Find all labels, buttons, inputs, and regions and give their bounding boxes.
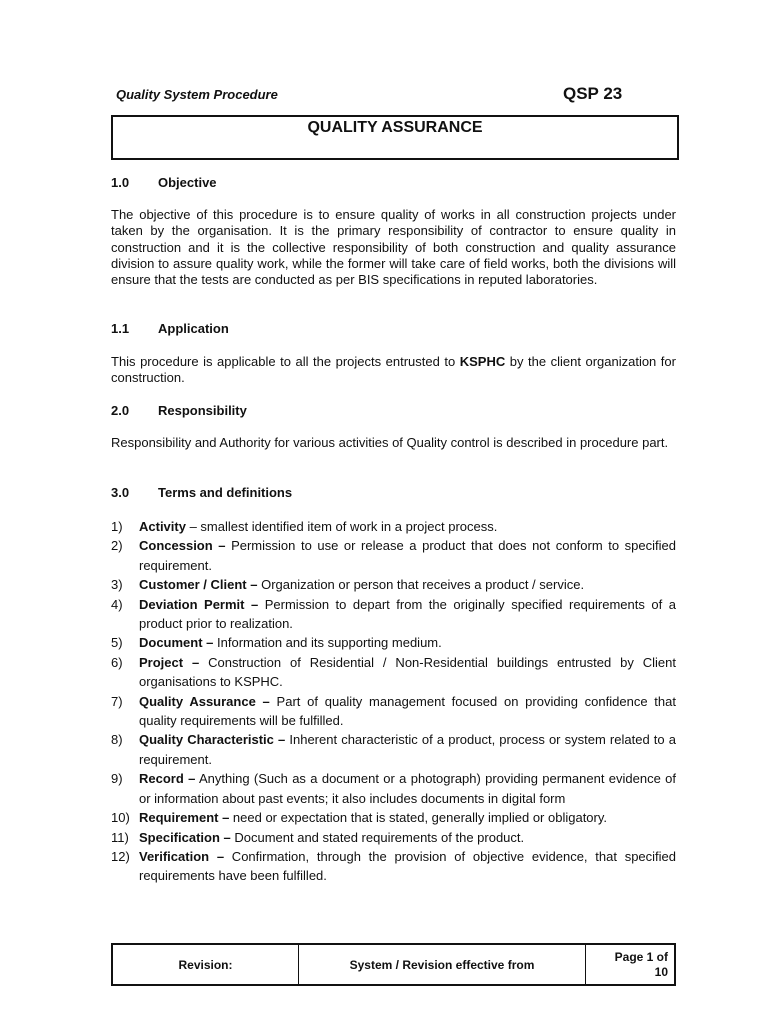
term-number: 10) <box>111 810 130 826</box>
term-number: 3) <box>111 577 123 593</box>
page-number-line2: 10 <box>654 964 668 979</box>
section-heading: Objective <box>158 175 217 190</box>
section-responsibility-heading <box>111 403 247 418</box>
term-label: Project – <box>139 654 200 670</box>
page-title: QUALITY ASSURANCE <box>307 119 483 136</box>
section-heading: Application <box>158 321 229 336</box>
list-item <box>111 633 676 652</box>
section-application-heading <box>111 321 229 336</box>
term-label: Requirement – <box>139 810 230 826</box>
list-item <box>111 769 676 808</box>
term-definition: Inherent characteristic of a product, process or system related to a requirement. <box>139 732 676 767</box>
list-item <box>111 808 676 827</box>
objective-paragraph: The objective of this procedure is to ensure quality of works in all construction projects under taken by the organisation. It is the primary responsibility of contractor to ensure quality in construction and it is the collective responsibility of both construction and quality assurance division to assure quality work, while the former will take care of field works, both the divisions will ensure that the tests are conducted as per BIS specifications in reputed laboratories. <box>111 207 676 288</box>
term-body <box>139 847 676 886</box>
footer-page-number <box>586 945 674 984</box>
term-definition: Confirmation, through the provision of objective evidence, that specified requirements have been fulfilled. <box>139 848 677 884</box>
term-label: Quality Assurance – <box>139 693 270 709</box>
term-label: Document – <box>139 635 214 651</box>
term-label: Deviation Permit – <box>139 596 259 612</box>
term-number: 2) <box>111 538 123 554</box>
section-number: 2.0 <box>111 403 130 418</box>
term-label: Concession – <box>139 538 226 554</box>
term-body <box>139 595 676 634</box>
term-body <box>139 730 676 769</box>
section-heading: Responsibility <box>158 403 247 418</box>
footer-revision: Revision: <box>113 945 299 984</box>
term-definition: – smallest identified item of work in a project process. <box>185 519 498 534</box>
term-definition: Part of quality management focused on providing confidence that quality requirements will be fulfilled. <box>139 693 676 729</box>
term-body <box>139 653 676 692</box>
section-objective-heading <box>111 175 217 190</box>
list-item <box>111 595 676 634</box>
list-item <box>111 517 676 536</box>
term-label: Customer / Client – <box>139 577 258 593</box>
term-definition: Construction of Residential / Non-Residential buildings entrusted by Client organisations to KSPHC. <box>139 654 676 690</box>
term-number: 6) <box>111 654 123 670</box>
page-number-line1: Page 1 of <box>614 949 668 964</box>
term-body <box>139 828 676 847</box>
section-number: 1.1 <box>111 321 130 336</box>
responsibility-paragraph: Responsibility and Authority for various activities of Quality control is described in procedure part. <box>111 435 669 450</box>
footer-effective-from: System / Revision effective from <box>299 945 586 984</box>
list-item <box>111 847 676 886</box>
term-definition: Permission to depart from the originally specified requirements of a product prior to realization. <box>139 596 676 632</box>
list-item <box>111 730 676 769</box>
term-number: 5) <box>111 635 123 651</box>
list-item <box>111 536 676 575</box>
application-text-before: This procedure is applicable to all the projects entrusted to <box>111 354 460 369</box>
list-item <box>111 653 676 692</box>
term-body <box>139 517 676 536</box>
title-box <box>111 115 679 160</box>
term-body <box>139 808 676 827</box>
term-number: 9) <box>111 771 123 787</box>
term-body <box>139 575 676 594</box>
term-label: Quality Characteristic – <box>139 732 286 748</box>
footer-table <box>111 943 676 986</box>
application-paragraph <box>111 354 676 387</box>
term-number: 8) <box>111 732 123 748</box>
term-number: 12) <box>111 848 130 864</box>
list-item <box>111 692 676 731</box>
term-definition: Permission to use or release a product that does not conform to specified requirement. <box>139 538 676 573</box>
term-body <box>139 536 676 575</box>
application-text-after: by the client organization for construction. <box>111 354 676 386</box>
term-number: 4) <box>111 596 123 612</box>
term-body <box>139 633 676 652</box>
term-body <box>139 692 676 731</box>
term-definition: Information and its supporting medium. <box>213 635 442 651</box>
section-terms-heading <box>111 485 292 500</box>
term-label: Activity <box>139 519 186 534</box>
section-heading: Terms and definitions <box>158 485 293 500</box>
list-item <box>111 828 676 847</box>
section-number: 3.0 <box>111 485 130 500</box>
term-definition: Organization or person that receives a product / service. <box>257 577 585 593</box>
term-definition: Anything (Such as a document or a photograph) providing permanent evidence of or information about past events; it also includes documents in digital form <box>139 771 676 806</box>
header-right: QSP 23 <box>563 84 623 103</box>
application-org-name: KSPHC <box>459 354 506 369</box>
term-body <box>139 769 676 808</box>
term-number: 11) <box>111 829 129 845</box>
terms-list <box>111 517 676 886</box>
list-item <box>111 575 676 594</box>
term-label: Specification – <box>139 829 231 845</box>
term-number: 1) <box>111 519 123 534</box>
term-label: Verification – <box>139 848 225 864</box>
section-number: 1.0 <box>111 175 130 190</box>
term-definition: Document and stated requirements of the product. <box>230 829 525 845</box>
header-left: Quality System Procedure <box>116 87 278 102</box>
term-definition: need or expectation that is stated, generally implied or obligatory. <box>229 810 608 826</box>
term-label: Record – <box>139 771 196 787</box>
term-number: 7) <box>111 693 123 709</box>
